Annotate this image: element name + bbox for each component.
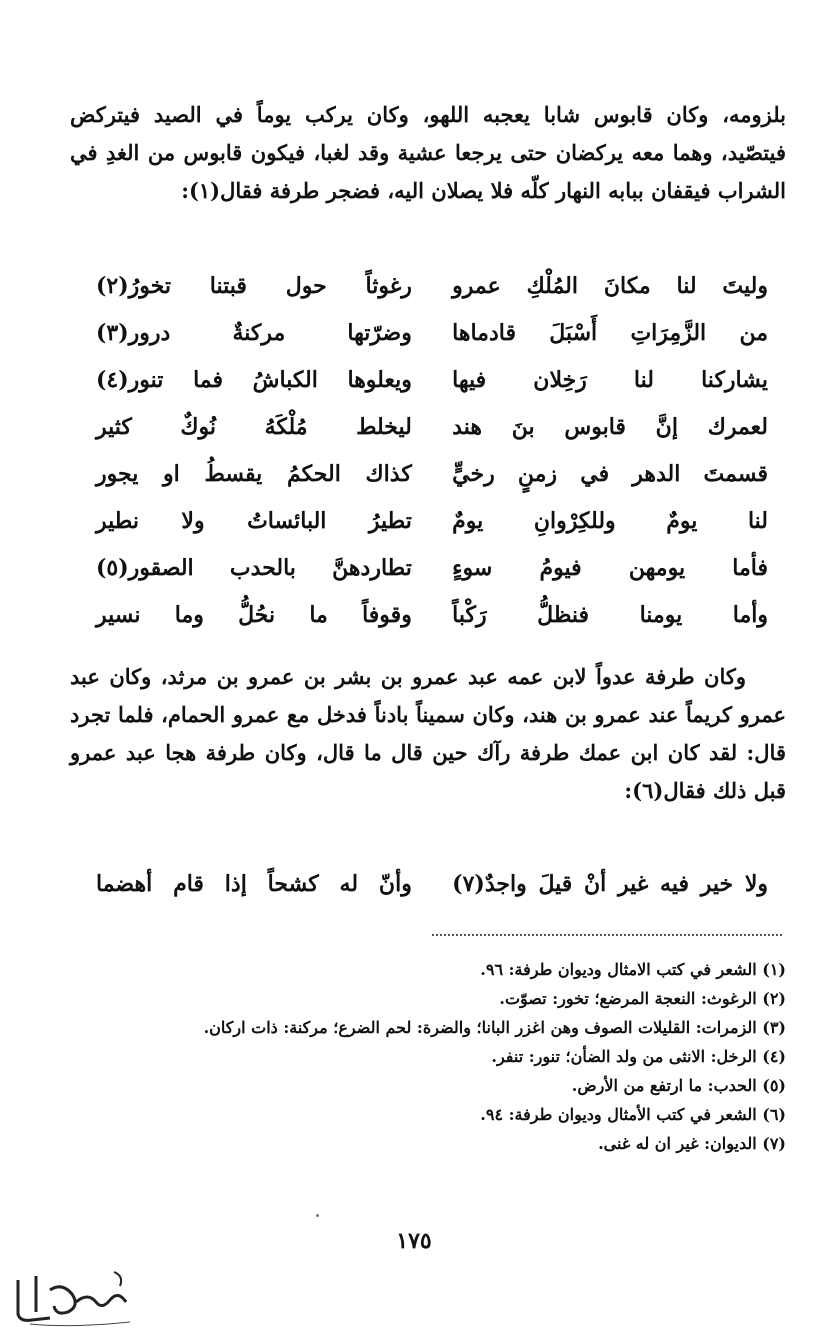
stray-mark [316,1214,319,1217]
verse-line [96,403,768,450]
footnote-item: (٢) الرغوث: النعجة المرضع؛ تخور: تصوّت. [499,989,786,1008]
verse-second-hemistich: ليخلط مُلْكَهُ نُوكٌ كثير [96,413,412,440]
verse-line [96,544,768,591]
verse-second-hemistich: وأنّ له كشحاً إذا قام أهضما [96,870,412,897]
footnote-item: (٦) الشعر في كتب الأمثال وديوان طرفة: ٩٤. [480,1105,786,1124]
verse-second-hemistich: كذاك الحكمُ يقسطُ او يجور [96,460,412,487]
verse-line [96,860,768,907]
footnote-item: (٣) الزمرات: القليلات الصوف وهن اغزر البانا؛ والضرة: لحم الضرع؛ مركنة: ذات اركان. [203,1018,786,1037]
verse-line [96,497,768,544]
footnote-divider [432,934,782,936]
verse-first-hemistich: لعمرك إنَّ قابوس بنَ هند [452,413,768,440]
verse-second-hemistich: تطيرُ البائساتُ ولا نطير [96,507,412,534]
footnote-item: (٤) الرخل: الانثى من ولد الضأن؛ تنور: تنفر. [491,1047,786,1066]
paragraph-second [70,658,786,810]
verse-line [96,309,768,356]
final-verse [96,860,768,907]
poem-block [96,262,768,638]
paragraph-2-text: وكان طرفة عدواً لابن عمه عبد عمرو بن بشر بن عمرو بن مرثد، وكان عبد عمرو كريماً عند عمرو بن هند، وكان سميناً بادناً فدخل مع عمرو الحمام، فلما تجرد قال: لقد كان ابن عمك طرفة رآك حين قال ما قال، وكان طرفة هجا عبد عمرو قبل ذلك فقال(٦): [70,664,786,803]
page-number: ١٧٥ [396,1228,432,1254]
footnotes [40,955,786,1158]
verse-first-hemistich: قسمتَ الدهر في زمنٍ رخيٍّ [452,460,768,487]
paragraph-intro [70,96,786,210]
verse-first-hemistich: ولا خير فيه غير أنْ قيلَ واجدٌ(٧) [452,870,768,897]
footnote-item: (١) الشعر في كتب الامثال وديوان طرفة: ٩٦. [480,960,786,979]
verse-line [96,262,768,309]
verse-first-hemistich: لنا يومٌ وللكِرْوانِ يومٌ [452,507,768,534]
verse-line [96,356,768,403]
paragraph-1-text: بلزومه، وكان قابوس شابا يعجبه اللهو، وكان يركب يوماً في الصيد فيتركض فيتصّيد، وهما معه يركضان حتى يرجعا عشية وقد لغبا، فيكون قابوس من الغدِ في الشراب فيقفان ببابه النهار كلّه فلا يصلان اليه، فضجر طرفة فقال(١): [70,102,786,203]
verse-first-hemistich: فأما يومهن فيومُ سوءٍ [452,554,768,581]
verse-second-hemistich: وقوفاً ما نحُلُّ وما نسير [96,601,412,628]
verse-second-hemistich: وضرّتها مركنةٌ درور(٣) [96,319,412,346]
verse-line [96,591,768,638]
verse-second-hemistich: ويعلوها الكباشُ فما تنور(٤) [96,366,412,393]
verse-first-hemistich: يشاركنا لنا رَخِلان فيها [452,366,768,393]
calligraphy-logo-icon [10,1262,140,1332]
verse-second-hemistich: رغوثاً حول قبتنا تخورُ(٢) [96,272,412,299]
verse-first-hemistich: وأما يومنا فنظلُّ رَكْباً [452,601,768,628]
footnote-item: (٧) الديوان: غير ان له غنى. [598,1134,786,1153]
verse-first-hemistich: وليتَ لنا مكانَ المُلْكِ عمرو [452,272,768,299]
verse-second-hemistich: تطاردهنَّ بالحدب الصقور(٥) [96,554,412,581]
verse-line [96,450,768,497]
footnote-item: (٥) الحدب: ما ارتفع من الأرض. [571,1076,786,1095]
verse-first-hemistich: من الزَّمِرَاتِ أَسْبَلَ قادماها [452,319,768,346]
